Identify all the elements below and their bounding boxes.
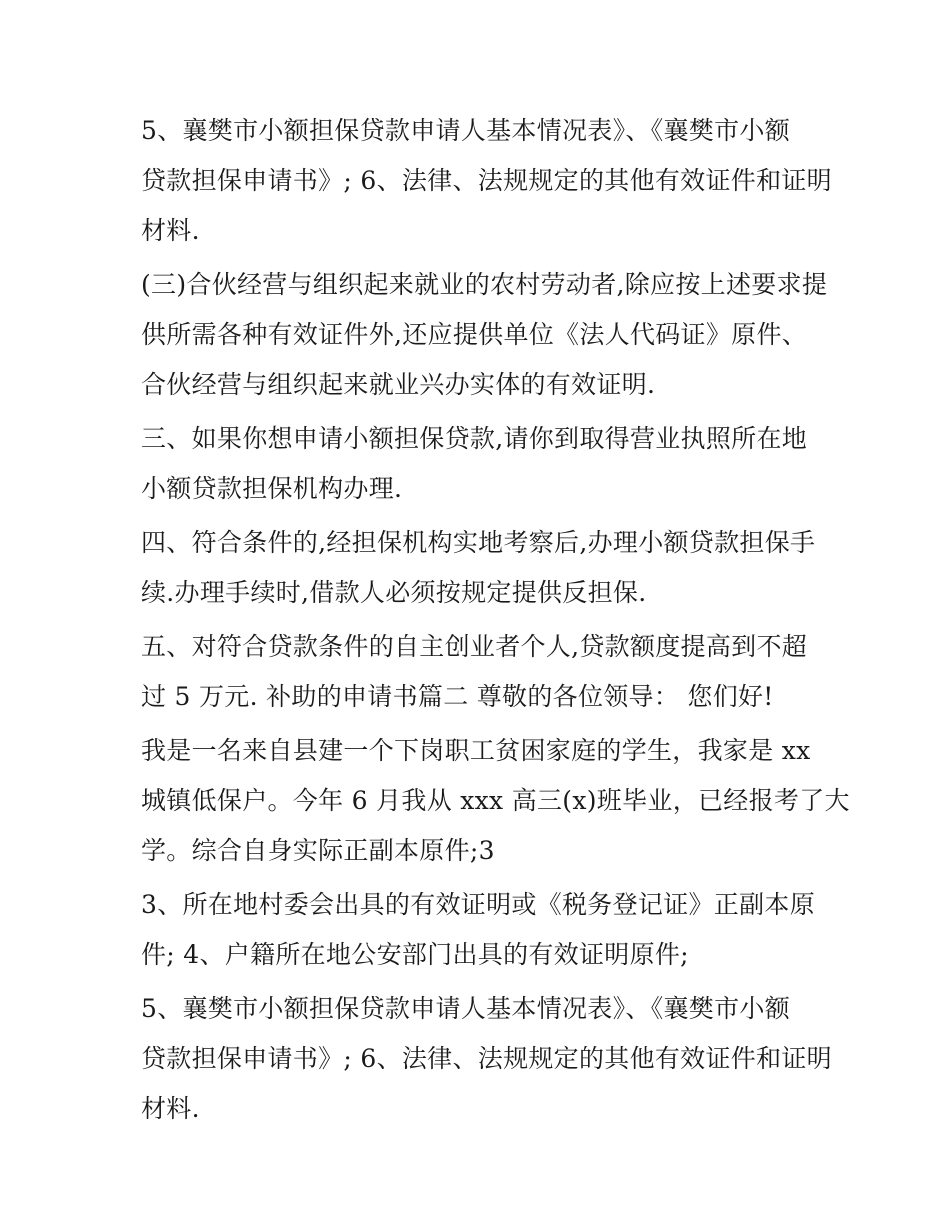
text-line: 续.办理手续时,借款人必须按规定提供反担保. (141, 578, 647, 607)
paragraph-3 (141, 414, 821, 514)
text-line: 五、对符合贷款条件的自主创业者个人,贷款额度提高到不超 (141, 632, 808, 661)
text-line: (三)合伙经营与组织起来就业的农村劳动者,除应按上述要求提 (141, 270, 828, 299)
document-body (141, 106, 850, 1138)
text-line: 5、襄樊市小额担保贷款申请人基本情况表》、《襄樊市小额 (141, 994, 791, 1023)
text-line: 材料. (141, 216, 200, 245)
text-line: 城镇低保户。今年 6 月我从 xxx 高三(x)班毕业，已经报考了大 (141, 786, 850, 815)
text-line: 过 5 万元. 补助的申请书篇二 尊敬的各位领导： 您们好! (141, 682, 774, 711)
paragraph-4 (141, 518, 821, 618)
paragraph-2 (141, 260, 828, 410)
text-line: 件; 4、户籍所在地公安部门出具的有效证明原件; (141, 940, 689, 969)
paragraph-1 (141, 106, 832, 256)
text-line: 材料. (141, 1094, 200, 1123)
text-line: 我是一名来自县建一个下岗职工贫困家庭的学生，我家是 xx (141, 736, 811, 765)
paragraph-7 (141, 880, 821, 980)
text-line: 供所需各种有效证件外,还应提供单位《法人代码证》原件、 (141, 320, 808, 349)
text-line: 5、襄樊市小额担保贷款申请人基本情况表》、《襄樊市小额 (141, 116, 791, 145)
text-line: 三、如果你想申请小额担保贷款,请你到取得营业执照所在地 (141, 424, 808, 453)
text-line: 3、所在地村委会出具的有效证明或《税务登记证》正副本原 (141, 890, 816, 919)
text-line: 贷款担保申请书》; 6、法律、法规规定的其他有效证件和证明 (141, 166, 832, 195)
text-line: 贷款担保申请书》; 6、法律、法规规定的其他有效证件和证明 (141, 1044, 832, 1073)
paragraph-6 (141, 726, 850, 876)
text-line: 四、符合条件的,经担保机构实地考察后,办理小额贷款担保手 (141, 528, 816, 557)
text-line: 小额贷款担保机构办理. (141, 474, 403, 503)
text-line: 合伙经营与组织起来就业兴办实体的有效证明. (141, 370, 656, 399)
paragraph-8 (141, 984, 832, 1134)
paragraph-5 (141, 622, 821, 722)
text-line: 学。综合自身实际正副本原件;3 (141, 836, 495, 865)
